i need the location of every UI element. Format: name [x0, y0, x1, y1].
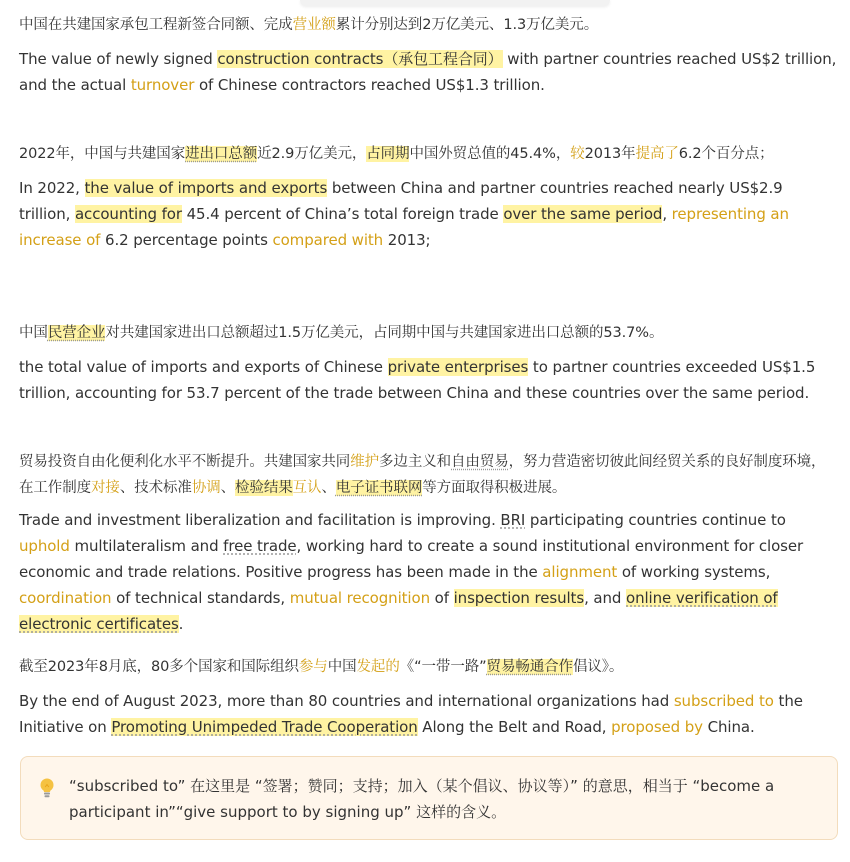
- text-segment: the Initiative on: [19, 692, 803, 736]
- chinese-sentence: [19, 449, 837, 501]
- text-segment: By the end of August 2023, more than 80 countries and international organizations had: [19, 692, 674, 710]
- highlighted-phrase[interactable]: 电子证书联网: [335, 480, 423, 496]
- highlighted-phrase[interactable]: 贸易畅通合作: [486, 659, 573, 675]
- text-segment: .: [178, 615, 184, 633]
- text-segment: 中国: [327, 659, 357, 675]
- text-segment: 、: [220, 480, 236, 496]
- text-segment: 2013;: [383, 231, 431, 249]
- vocab-link[interactable]: 提高了: [635, 146, 679, 162]
- text-segment: 、技术标准: [119, 480, 192, 496]
- chinese-sentence: [19, 654, 837, 680]
- text-segment: 45.4 percent of China’s total foreign trade: [181, 205, 504, 223]
- section-contracts: [19, 12, 837, 98]
- text-segment: 倡议》。: [572, 659, 624, 675]
- chinese-sentence: [19, 12, 837, 38]
- text-segment: The value of newly signed: [19, 50, 218, 68]
- vocab-link[interactable]: uphold: [19, 537, 70, 555]
- highlighted-phrase[interactable]: Promoting Unimpeded Trade Cooperation: [111, 718, 418, 736]
- text-segment: 等方面取得积极进展。: [422, 480, 567, 496]
- vocab-link[interactable]: representing an increase of: [19, 205, 789, 249]
- vocab-link[interactable]: compared with: [272, 231, 384, 249]
- text-segment: 、: [321, 480, 336, 496]
- vocab-link[interactable]: 营业额: [292, 17, 336, 33]
- text-segment: ,: [662, 205, 672, 223]
- dotted-term[interactable]: 自由贸易: [451, 454, 509, 470]
- text-segment: the total value of imports and exports of Chinese: [19, 358, 388, 376]
- highlighted-phrase[interactable]: 进出口总额: [185, 146, 258, 162]
- text-segment: to partner countries exceeded US$1.5 trillion, accounting for 53.7 percent of the trade between China and these countries over the same period.: [19, 358, 816, 402]
- text-segment: 对共建国家进出口总额超过1.5万亿美元，占同期中国与共建国家进出口总额的53.7%。: [105, 325, 664, 341]
- section-trade-2022: [19, 141, 837, 253]
- text-segment: 多边主义和: [379, 454, 452, 470]
- text-segment: 中国在共建国家承包工程新签合同额、完成: [19, 17, 293, 33]
- text-segment: , working hard to create a sound institutional environment for closer economic and trade relations. Positive progress has been made in the: [19, 537, 804, 581]
- section-private-enterprises: [19, 320, 837, 406]
- highlighted-phrase[interactable]: inspection results: [453, 589, 585, 607]
- text-segment: 6.2 percentage points: [100, 231, 273, 249]
- text-segment: of: [430, 589, 454, 607]
- vocab-link[interactable]: 较: [570, 146, 585, 162]
- english-sentence: [19, 46, 837, 98]
- vocab-link[interactable]: subscribed to: [673, 692, 774, 710]
- chinese-sentence: [19, 141, 837, 167]
- text-segment: 中国: [19, 325, 48, 341]
- english-sentence: [19, 354, 837, 406]
- text-segment: Along the Belt and Road,: [417, 718, 612, 736]
- lightbulb-icon: [38, 777, 56, 799]
- highlighted-phrase[interactable]: construction contracts（承包工程合同）: [217, 50, 503, 68]
- top-tab-shadow: [300, 0, 610, 6]
- tip-note-box: [20, 756, 838, 840]
- vocab-link[interactable]: 发起的: [356, 659, 400, 675]
- highlighted-phrase[interactable]: online verification of electronic certificates: [19, 589, 778, 633]
- vocab-link[interactable]: alignment: [542, 563, 618, 581]
- highlighted-phrase[interactable]: private enterprises: [387, 358, 529, 376]
- text-segment: with partner countries reached US$2 trillion, and the actual: [19, 50, 837, 94]
- english-sentence: [19, 175, 837, 253]
- text-segment: 2022年，中国与共建国家: [19, 146, 186, 162]
- highlighted-phrase[interactable]: 检验结果: [235, 480, 293, 496]
- text-segment: of technical standards,: [111, 589, 290, 607]
- vocab-link[interactable]: 参与: [298, 659, 328, 675]
- english-sentence: [19, 688, 837, 740]
- english-sentence: [19, 507, 837, 637]
- section-initiative: [19, 654, 837, 740]
- vocab-link[interactable]: mutual recognition: [289, 589, 430, 607]
- text-segment: ，努力营造密切彼此间经贸关系的良好制度环境，在工作制度: [19, 454, 826, 496]
- highlighted-phrase[interactable]: accounting for: [74, 205, 182, 223]
- highlighted-phrase[interactable]: over the same period: [503, 205, 663, 223]
- vocab-link[interactable]: proposed by: [611, 718, 703, 736]
- vocab-link[interactable]: 协调: [191, 480, 221, 496]
- text-segment: multilateralism and: [69, 537, 224, 555]
- vocab-link[interactable]: 对接: [91, 480, 120, 496]
- dotted-term[interactable]: BRI: [500, 511, 526, 529]
- text-segment: participating countries continue to: [525, 511, 786, 529]
- highlighted-phrase[interactable]: 占同期: [366, 146, 410, 162]
- text-segment: 截至2023年8月底，80多个国家和国际组织: [19, 659, 299, 675]
- highlighted-phrase[interactable]: 民营企业: [47, 325, 106, 341]
- text-segment: In 2022,: [19, 179, 85, 197]
- text-segment: of Chinese contractors reached US$1.3 trillion.: [194, 76, 545, 94]
- text-segment: , and: [584, 589, 626, 607]
- vocab-link[interactable]: 维护: [350, 454, 380, 470]
- text-segment: 6.2个百分点；: [678, 146, 774, 162]
- text-segment: 《“一带一路”: [399, 659, 487, 675]
- text-segment: of working systems,: [617, 563, 771, 581]
- text-segment: 2013年: [584, 146, 636, 162]
- text-segment: 累计分别达到2万亿美元、1.3万亿美元。: [335, 17, 599, 33]
- chinese-sentence: [19, 320, 837, 346]
- text-segment: 中国外贸总值的45.4%，: [409, 146, 571, 162]
- highlighted-phrase[interactable]: the value of imports and exports: [84, 179, 328, 197]
- text-segment: Trade and investment liberalization and facilitation is improving.: [19, 511, 501, 529]
- text-segment: between China and partner countries reached nearly US$2.9 trillion,: [19, 179, 783, 223]
- dotted-term[interactable]: free trade: [223, 537, 297, 555]
- vocab-link[interactable]: 互认: [292, 480, 322, 496]
- text-segment: 近2.9万亿美元，: [257, 146, 367, 162]
- text-segment: 贸易投资自由化便利化水平不断提升。共建国家共同: [19, 454, 351, 470]
- section-liberalization: [19, 449, 837, 637]
- vocab-link[interactable]: coordination: [19, 589, 112, 607]
- note-text: “subscribed to” 在这里是 “签署；赞同；支持；加入（某个倡议、协议等）” 的意思，相当于 “become a participant in”“give support to by signing up” 这样的含义。: [69, 777, 775, 821]
- vocab-link[interactable]: turnover: [130, 76, 195, 94]
- text-segment: China.: [702, 718, 755, 736]
